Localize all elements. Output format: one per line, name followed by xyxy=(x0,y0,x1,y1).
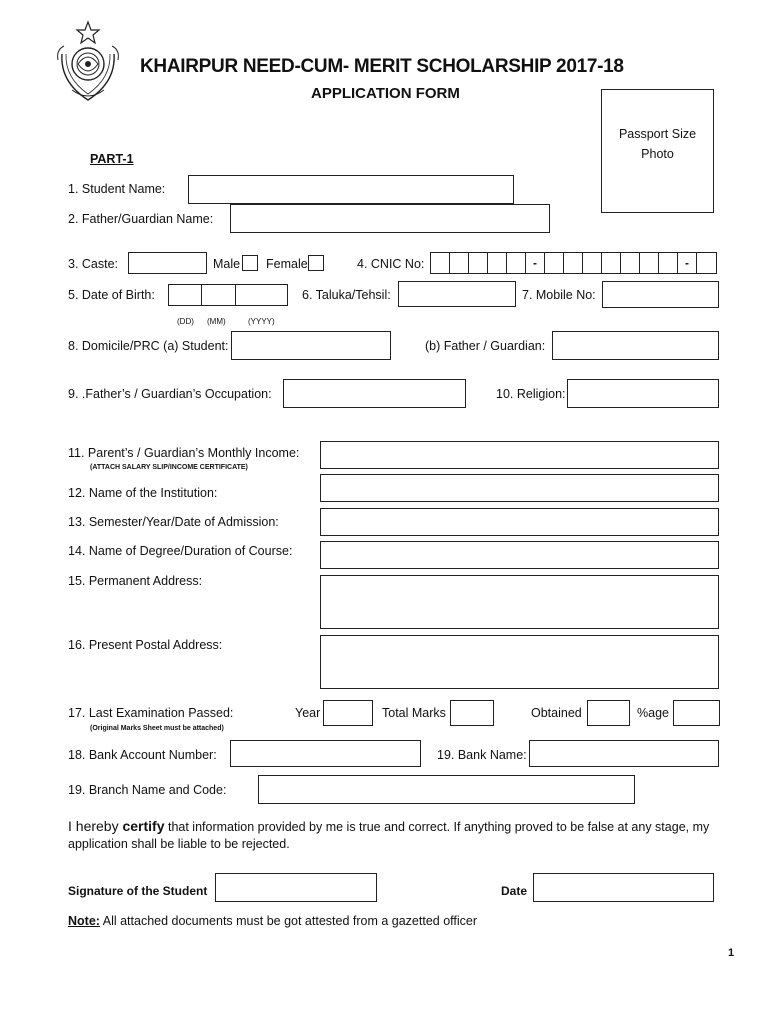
domicile-father-label: (b) Father / Guardian: xyxy=(425,339,546,353)
form-subtitle: APPLICATION FORM xyxy=(311,85,460,102)
page-number: 1 xyxy=(728,947,735,959)
cnic-digit[interactable] xyxy=(507,253,526,273)
female-checkbox[interactable] xyxy=(308,255,324,271)
income-note: (ATTACH SALARY SLIP/INCOME CERTIFICATE) xyxy=(90,464,248,471)
cnic-digit[interactable] xyxy=(450,253,469,273)
date-input[interactable] xyxy=(533,873,714,902)
dob-input[interactable] xyxy=(168,284,288,306)
cnic-digit[interactable] xyxy=(545,253,564,273)
bank-account-label: 18. Bank Account Number: xyxy=(68,748,217,762)
note-text: All attached documents must be got attested from a gazetted officer xyxy=(99,914,478,928)
last-exam-label: 17. Last Examination Passed: xyxy=(68,706,234,720)
cnic-digit[interactable] xyxy=(640,253,659,273)
percentage-label: %age xyxy=(637,706,669,720)
domicile-student-label: 8. Domicile/PRC (a) Student: xyxy=(68,339,229,353)
male-label: Male xyxy=(213,257,241,271)
branch-label: 19. Branch Name and Code: xyxy=(68,783,227,797)
mobile-input[interactable] xyxy=(602,281,719,308)
dob-year[interactable] xyxy=(236,285,287,305)
cnic-label: 4. CNIC No: xyxy=(357,257,425,271)
student-name-label: 1. Student Name: xyxy=(68,182,166,196)
declaration-line2: application shall be liable to be rejected. xyxy=(68,837,290,851)
institution-label: 12. Name of the Institution: xyxy=(68,486,218,500)
permanent-address-input[interactable] xyxy=(320,575,719,629)
bank-name-input[interactable] xyxy=(529,740,719,767)
domicile-father-input[interactable] xyxy=(552,331,719,360)
total-marks-label: Total Marks xyxy=(382,706,446,720)
dob-dd-hint: (DD) xyxy=(177,317,194,326)
cnic-digit[interactable] xyxy=(621,253,640,273)
domicile-student-input[interactable] xyxy=(231,331,391,360)
year-input[interactable] xyxy=(323,700,373,726)
degree-input[interactable] xyxy=(320,541,719,569)
caste-input[interactable] xyxy=(128,252,207,274)
declaration-rest: that information provided by me is true and correct. If anything proved to be false at any stage, my xyxy=(164,820,710,834)
cnic-digit[interactable] xyxy=(488,253,507,273)
last-exam-note: (Original Marks Sheet must be attached) xyxy=(90,725,224,732)
cnic-digit[interactable] xyxy=(469,253,488,273)
caste-label: 3. Caste: xyxy=(68,257,119,271)
cnic-digit[interactable] xyxy=(583,253,602,273)
semester-label: 13. Semester/Year/Date of Admission: xyxy=(68,515,279,529)
mobile-label: 7. Mobile No: xyxy=(522,288,596,302)
declaration-prefix: I hereby xyxy=(68,818,123,834)
note-label: Note: xyxy=(68,914,100,928)
branch-input[interactable] xyxy=(258,775,635,804)
cnic-digit[interactable] xyxy=(431,253,450,273)
institution-input[interactable] xyxy=(320,474,719,502)
religion-input[interactable] xyxy=(567,379,719,408)
declaration-line1 xyxy=(68,818,709,835)
total-marks-input[interactable] xyxy=(450,700,494,726)
form-title: KHAIRPUR NEED-CUM- MERIT SCHOLARSHIP 2017-18 xyxy=(140,56,624,77)
postal-address-input[interactable] xyxy=(320,635,719,689)
signature-input[interactable] xyxy=(215,873,377,902)
religion-label: 10. Religion: xyxy=(496,387,566,401)
income-input[interactable] xyxy=(320,441,719,469)
government-emblem-logo xyxy=(52,20,124,104)
dob-day[interactable] xyxy=(169,285,202,305)
semester-input[interactable] xyxy=(320,508,719,536)
postal-address-label: 16. Present Postal Address: xyxy=(68,638,223,652)
year-label: Year xyxy=(295,706,321,720)
photo-label-line1: Passport Size xyxy=(618,127,697,141)
father-name-label: 2. Father/Guardian Name: xyxy=(68,212,214,226)
cnic-digit[interactable] xyxy=(697,253,716,273)
taluka-label: 6. Taluka/Tehsil: xyxy=(302,288,391,302)
photo-label-line2: Photo xyxy=(641,147,674,161)
date-label: Date xyxy=(501,884,528,898)
cnic-separator: - xyxy=(526,253,545,273)
female-label: Female xyxy=(266,257,308,271)
cnic-digit[interactable] xyxy=(564,253,583,273)
male-checkbox[interactable] xyxy=(242,255,258,271)
cnic-separator: - xyxy=(678,253,697,273)
dob-month[interactable] xyxy=(202,285,236,305)
dob-mm-hint: (MM) xyxy=(207,317,226,326)
cnic-input[interactable] xyxy=(430,252,717,274)
permanent-address-label: 15. Permanent Address: xyxy=(68,574,203,588)
occupation-input[interactable] xyxy=(283,379,466,408)
bank-account-input[interactable] xyxy=(230,740,421,767)
student-name-input[interactable] xyxy=(188,175,514,204)
occupation-label: 9. .Father’s / Guardian’s Occupation: xyxy=(68,387,272,401)
cnic-digit[interactable] xyxy=(602,253,621,273)
percentage-input[interactable] xyxy=(673,700,720,726)
obtained-input[interactable] xyxy=(587,700,630,726)
passport-photo-box[interactable] xyxy=(601,89,714,213)
declaration-certify: certify xyxy=(122,818,165,834)
obtained-label: Obtained xyxy=(531,706,582,720)
degree-label: 14. Name of Degree/Duration of Course: xyxy=(68,544,293,558)
attestation-note xyxy=(68,913,477,929)
dob-label: 5. Date of Birth: xyxy=(68,288,155,302)
father-name-input[interactable] xyxy=(230,204,550,233)
bank-name-label: 19. Bank Name: xyxy=(437,748,527,762)
part-heading: PART-1 xyxy=(90,152,134,166)
cnic-digit[interactable] xyxy=(659,253,678,273)
taluka-input[interactable] xyxy=(398,281,516,307)
signature-label: Signature of the Student xyxy=(68,884,208,898)
income-label: 11. Parent’s / Guardian’s Monthly Income: xyxy=(68,446,300,460)
dob-yyyy-hint: (YYYY) xyxy=(248,317,275,326)
